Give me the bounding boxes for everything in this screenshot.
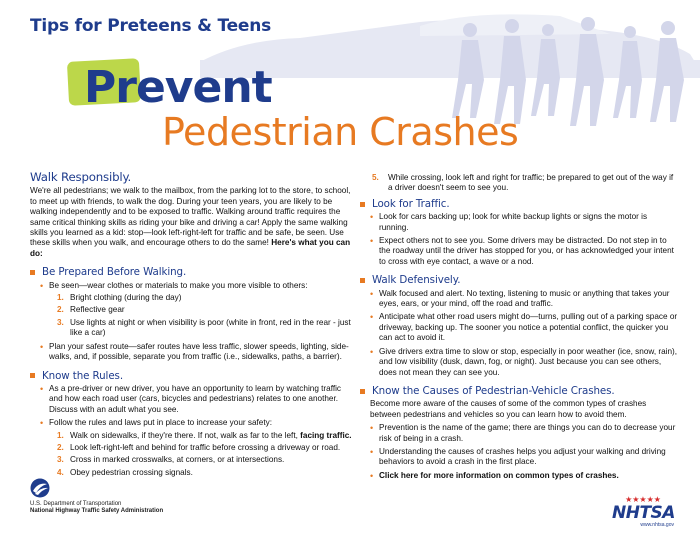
section-heading: Know the Causes of Pedestrian-Vehicle Crashes. xyxy=(372,384,615,397)
square-bullet-icon xyxy=(360,202,365,207)
square-bullet-icon xyxy=(360,389,365,394)
agency-name: National Highway Traffic Safety Administration xyxy=(30,508,164,514)
list-item: • Give drivers extra time to slow or stop, especially in poor weather (ice, snow, rain), and low visibility (dusk, dawn, fog, or night). Just because you can see others, does not mean they can see you. xyxy=(370,347,678,378)
section-prepared xyxy=(30,267,352,362)
intro-paragraph xyxy=(30,186,352,259)
tagline: Tips for Preteens & Teens xyxy=(30,16,272,36)
numbered-item: 3. Use lights at night or when visibility is poor (white in front, red in the rear - just like a car) xyxy=(57,317,351,338)
numbered-item: 5. While crossing, look left and right for traffic; be prepared to get out of the way if a driver doesn't seem to see you. xyxy=(372,173,674,193)
nhtsa-url: www.nhtsa.gov xyxy=(640,522,674,528)
numbered-item: 3. Cross in marked crosswalks, at corners, or at intersections. xyxy=(57,455,285,465)
numbered-item: 1. Bright clothing (during the day) xyxy=(57,293,182,303)
square-bullet-icon xyxy=(30,373,35,378)
section-causes xyxy=(360,386,678,481)
list-item: • Understanding the causes of crashes helps you adjust your walking and driving behaviors to avoid a crash in the first place. xyxy=(370,447,678,468)
section-walk-defensively xyxy=(360,275,678,378)
list-item: • As a pre-driver or new driver, you have an opportunity to learn by watching traffic and how each road user (cars, bicycles and pedestrians) relates to one another. Discuss with an adult what you see. xyxy=(40,384,352,415)
nhtsa-wordmark: NHTSA xyxy=(612,503,675,523)
walk-responsibly-heading: Walk Responsibly. xyxy=(30,170,132,184)
list-item: • Anticipate what other road users might do—turns, pulling out of a parking space or driveway, backing up. The sooner you notice a potential conflict, the quicker you can act to avoid it. xyxy=(370,312,678,343)
left-column xyxy=(30,172,352,481)
list-item: • Walk focused and alert. No texting, listening to music or anything that takes your eyes, ears, or your mind, off the road and traffic. xyxy=(370,289,678,310)
causes-intro: Become more aware of the causes of some of the common types of crashes between pedestrians and vehicles so you can learn how to avoid them. xyxy=(370,399,647,419)
page-title-pedestrian-crashes: Pedestrian Crashes xyxy=(162,110,519,154)
square-bullet-icon xyxy=(360,278,365,283)
stars-icon: ★★★★★ xyxy=(625,495,661,504)
numbered-item: 2. Reflective gear xyxy=(57,305,125,315)
list-item: • Plan your safest route—safer routes have less traffic, slower speeds, lighting, side-walks, and, if possible, separate you from traffic (i.e., sidewalks, paths, a barrier). xyxy=(40,342,352,363)
nhtsa-logo xyxy=(612,496,674,528)
right-column xyxy=(360,173,678,484)
header-banner xyxy=(0,0,700,160)
numbered-item: 4. Obey pedestrian crossing signals. xyxy=(57,467,193,477)
square-bullet-icon xyxy=(30,270,35,275)
list-item: • Expect others not to see you. Some drivers may be distracted. Do not step in to the roadway until the driver has stopped for you, or has acknowledged your intent to cross with eye contact, a wave or a nod. xyxy=(370,236,678,267)
list-item: • Follow the rules and laws put in place to increase your safety: 1. Walk on sidewalks, if they're there. If not, walk as far to the left, facing traffic. 2. Look left-right-left and behind for traffic before crossing a driveway or road. 3. Cross in marked crosswalks, at corners, or at intersections. 4. Obey pedestrian crossing signals. xyxy=(40,418,352,478)
section-rules xyxy=(30,371,352,479)
dept-name: U.S. Department of Transportation xyxy=(30,501,122,507)
dot-logo-icon xyxy=(30,478,50,498)
section-heading: Be Prepared Before Walking. xyxy=(42,266,187,279)
section-heading: Know the Rules. xyxy=(42,369,123,382)
list-item: • Look for cars backing up; look for white backup lights or signs the motor is running. xyxy=(370,212,678,233)
section-heading: Look for Traffic. xyxy=(372,197,450,210)
section-look-for-traffic xyxy=(360,199,678,267)
section-heading: Walk Defensively. xyxy=(372,274,461,287)
page-title-prevent: Prevent xyxy=(84,62,272,113)
list-item: • Be seen—wear clothes or materials to make you more visible to others: 1. Bright clothing (during the day) 2. Reflective gear 3. Use lights at night or when visibility is poor (white in front, red in the rear - just like a car) xyxy=(40,281,352,339)
dot-branding xyxy=(30,478,170,515)
numbered-item: 1. Walk on sidewalks, if they're there. If not, walk as far to the left, facing traffic. xyxy=(57,430,352,440)
list-item: • Prevention is the name of the game; there are things you can do to decrease your risk of being in a crash. xyxy=(370,423,678,444)
intro-bold: Here's what you can do: xyxy=(30,238,351,258)
intro-text: We're all pedestrians; we walk to the mailbox, from the parking lot to the store, to school, to meet up with friends, to walk the dog. During your teen years, you are likely to be walking independently and to be exposed to traffic. Walking around traffic requires the same critical thinking skills as riding your bike and driving a car! Apply the same walking skills you learned as a kid: stop—look left-right-left for traffic and be safe, be seen. Use these skills when you walk, and encourage others to do the same! xyxy=(30,186,351,248)
more-info-link[interactable]: • Click here for more information on common types of crashes. xyxy=(370,471,678,481)
numbered-item: 2. Look left-right-left and behind for traffic before crossing a driveway or road. xyxy=(57,442,341,452)
